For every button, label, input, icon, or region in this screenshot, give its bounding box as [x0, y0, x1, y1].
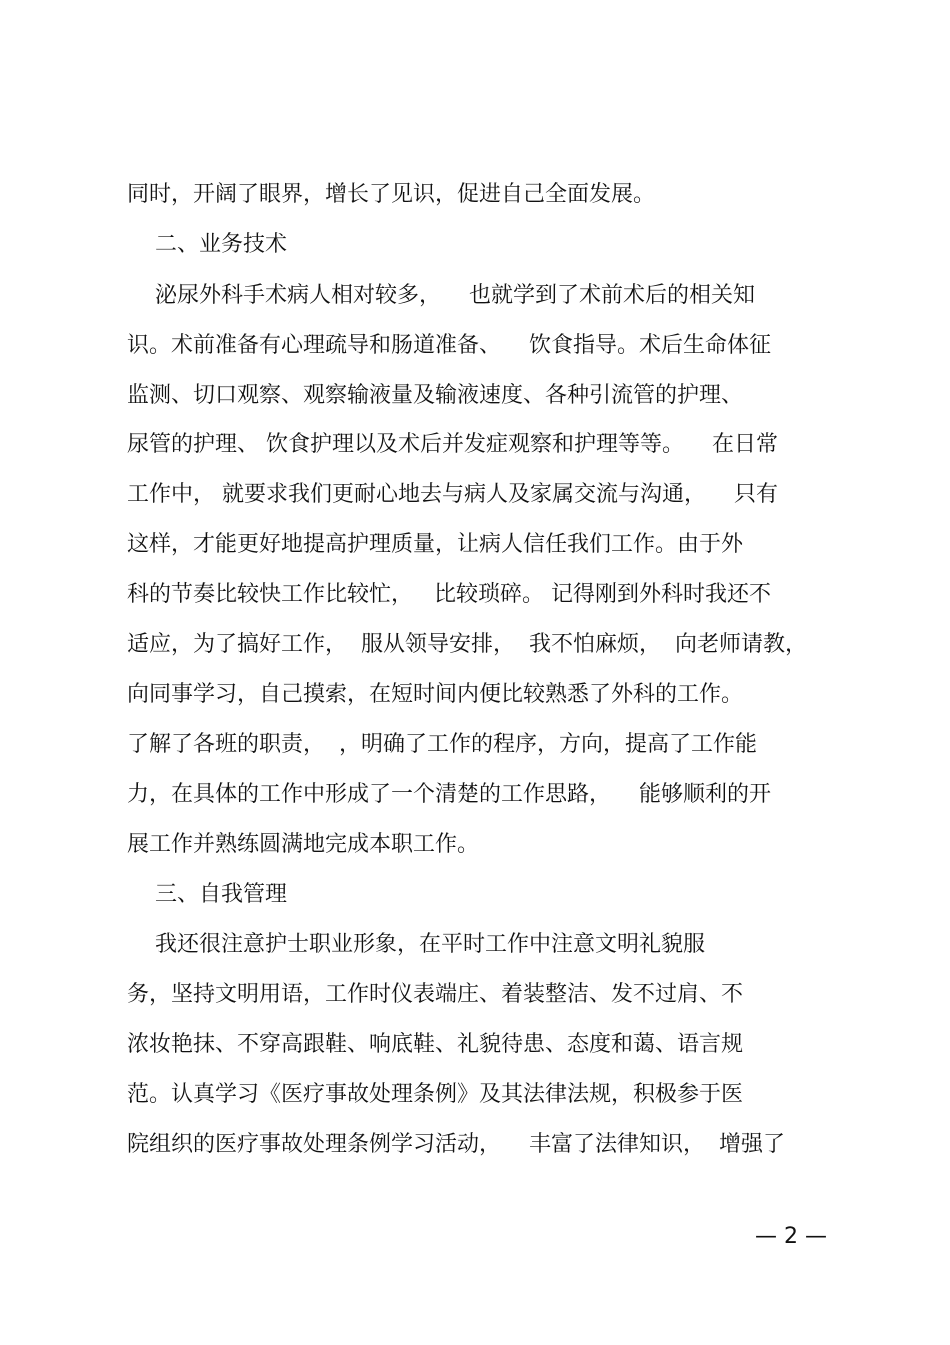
text-line: 向同事学习，自己摸索，在短时间内便比较熟悉了外科的工作。	[127, 682, 744, 707]
text-line: 院组织的医疗事故处理条例学习活动， 丰富了法律知识， 增强了	[127, 1132, 785, 1157]
text-line: 适应，为了搞好工作， 服从领导安排， 我不怕麻烦， 向老师请教，	[127, 632, 807, 657]
text-line: 识。术前准备有心理疏导和肠道准备、 饮食指导。术后生命体征	[127, 333, 771, 358]
text-line: 泌尿外科手术病人相对较多， 也就学到了术前术后的相关知	[127, 283, 755, 308]
text-line: 范。认真学习《医疗事故处理条例》及其法律法规，积极参于医	[127, 1082, 744, 1107]
text-line: 这样，才能更好地提高护理质量，让病人信任我们工作。由于外	[127, 532, 744, 557]
text-line: 展工作并熟练圆满地完成本职工作。	[127, 832, 480, 857]
section-heading: 三、自我管理	[127, 882, 287, 907]
text-line: 浓妆艳抹、不穿高跟鞋、响底鞋、礼貌待患、态度和蔼、语言规	[127, 1032, 744, 1057]
page-number: — 2 —	[755, 1224, 827, 1249]
text-line: 我还很注意护士职业形象，在平时工作中注意文明礼貌服	[127, 932, 705, 957]
text-line: 尿管的护理、 饮食护理以及术后并发症观察和护理等等。 在日常	[127, 432, 778, 457]
text-line: 科的节奏比较快工作比较忙， 比较琐碎。 记得刚到外科时我还不	[127, 582, 771, 607]
text-line: 务，坚持文明用语，工作时仪表端庄、着装整洁、发不过肩、不	[127, 982, 744, 1007]
text-line: 监测、切口观察、观察输液量及输液速度、各种引流管的护理、	[127, 383, 744, 408]
text-line: 了解了各班的职责， ，明确了工作的程序，方向，提高了工作能	[127, 732, 757, 757]
text-line: 工作中， 就要求我们更耐心地去与病人及家属交流与沟通， 只有	[127, 482, 778, 507]
text-line: 力，在具体的工作中形成了一个清楚的工作思路， 能够顺利的开	[127, 782, 771, 807]
text-line: 同时，开阔了眼界，增长了见识，促进自己全面发展。	[127, 182, 656, 207]
section-heading: 二、业务技术	[127, 232, 287, 257]
